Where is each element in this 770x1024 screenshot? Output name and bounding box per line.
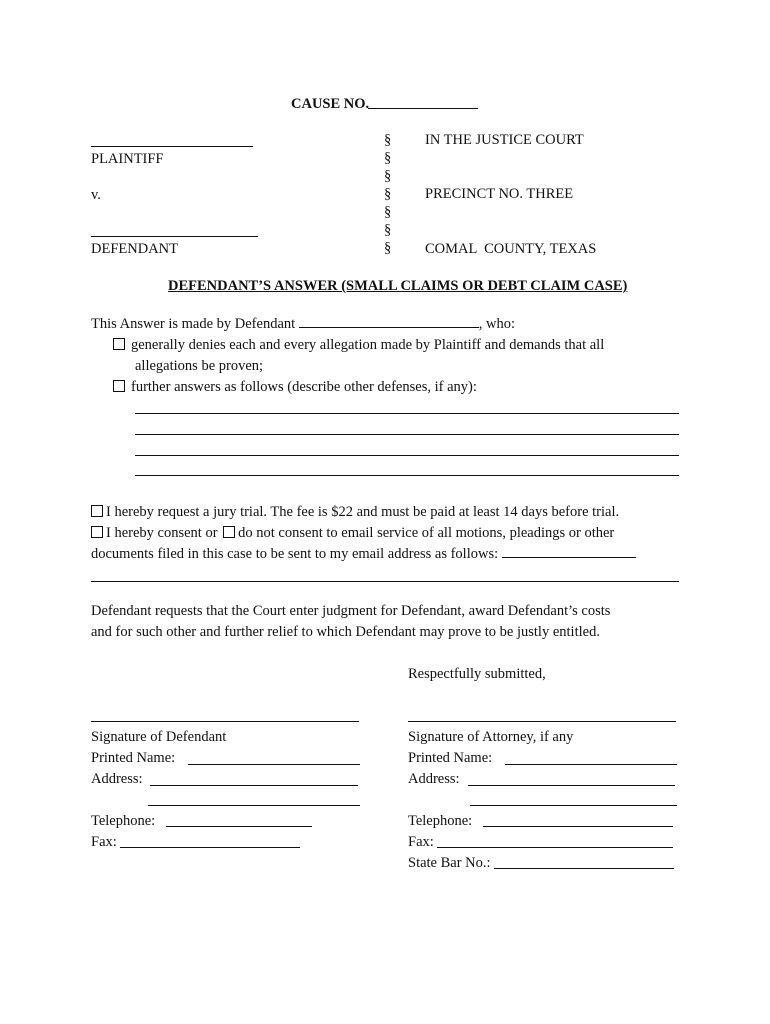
- attorney-address-field-2[interactable]: [470, 805, 677, 806]
- attorney-printed-name-field[interactable]: [505, 764, 677, 765]
- defendant-telephone-field[interactable]: [166, 826, 312, 827]
- attorney-telephone-field[interactable]: [483, 826, 673, 827]
- county-label: COMAL COUNTY, TEXAS: [425, 241, 597, 257]
- email-address-field[interactable]: [502, 545, 636, 558]
- defendant-signature-label: Signature of Defendant: [91, 729, 227, 745]
- defendant-address-label: Address:: [91, 771, 143, 787]
- defendant-answer-name-field[interactable]: [299, 315, 479, 328]
- deny-option-line2: allegations be proven;: [135, 358, 264, 374]
- attorney-signature-field[interactable]: [408, 721, 676, 722]
- defense-line-2[interactable]: [135, 434, 679, 435]
- section-symbol: §: [384, 186, 392, 202]
- consent-checkbox[interactable]: [91, 526, 103, 538]
- section-symbol: §: [384, 150, 392, 166]
- defendant-printed-name-field[interactable]: [188, 764, 360, 765]
- respectfully-submitted: Respectfully submitted,: [408, 666, 546, 682]
- further-answers-option: [113, 378, 477, 396]
- attorney-address-label: Address:: [408, 771, 460, 787]
- request-line-2: and for such other and further relief to which Defendant may prove to be justly entitled.: [91, 624, 600, 640]
- jury-checkbox[interactable]: [91, 505, 103, 517]
- cause-number-field[interactable]: [368, 108, 478, 109]
- attorney-state-bar-field[interactable]: [494, 868, 674, 869]
- jury-request: [91, 503, 619, 521]
- request-line-1: Defendant requests that the Court enter judgment for Defendant, award Defendant’s costs: [91, 603, 611, 619]
- defendant-name-field[interactable]: [91, 236, 258, 237]
- precinct-label: PRECINCT NO. THREE: [425, 186, 574, 202]
- further-answers-text: further answers as follows (describe other defenses, if any):: [131, 379, 477, 395]
- defendant-telephone-label: Telephone:: [91, 813, 156, 829]
- cause-number-label: CAUSE NO.: [291, 96, 370, 112]
- attorney-printed-name-label: Printed Name:: [408, 750, 493, 766]
- deny-option: [113, 336, 604, 354]
- defense-line-1[interactable]: [135, 413, 679, 414]
- section-symbol: §: [384, 240, 392, 256]
- attorney-fax-field[interactable]: [437, 847, 673, 848]
- defendant-label: DEFENDANT: [91, 241, 178, 257]
- section-symbol: §: [384, 132, 392, 148]
- answer-intro-text: This Answer is made by Defendant: [91, 316, 296, 332]
- defendant-fax-field[interactable]: [120, 847, 300, 848]
- email-address-field-2[interactable]: [91, 581, 679, 582]
- attorney-address-field[interactable]: [468, 785, 675, 786]
- attorney-telephone-label: Telephone:: [408, 813, 473, 829]
- defendant-address-field[interactable]: [150, 785, 358, 786]
- defense-line-4[interactable]: [135, 475, 679, 476]
- email-line-text: documents filed in this case to be sent to my email address as follows:: [91, 546, 499, 562]
- defendant-signature-field[interactable]: [91, 721, 359, 722]
- section-symbol: §: [384, 222, 392, 238]
- attorney-signature-label: Signature of Attorney, if any: [408, 729, 574, 745]
- defendant-printed-name-label: Printed Name:: [91, 750, 176, 766]
- plaintiff-label: PLAINTIFF: [91, 151, 164, 167]
- section-symbol: §: [384, 204, 392, 220]
- email-consent: [91, 524, 614, 542]
- versus-label: v.: [91, 187, 101, 203]
- not-consent-checkbox[interactable]: [223, 526, 235, 538]
- email-address-line: [91, 545, 636, 563]
- defendant-address-field-2[interactable]: [148, 805, 360, 806]
- defendant-fax-label: Fax:: [91, 834, 117, 850]
- answer-intro: [91, 315, 515, 333]
- attorney-fax-label: Fax:: [408, 834, 434, 850]
- court-label: IN THE JUSTICE COURT: [425, 132, 584, 148]
- jury-text: I hereby request a jury trial. The fee is $22 and must be paid at least 14 days before trial.: [106, 504, 620, 520]
- document-title: DEFENDANT’S ANSWER (SMALL CLAIMS OR DEBT CLAIM CASE): [168, 278, 628, 294]
- section-symbol: §: [384, 168, 392, 184]
- deny-checkbox[interactable]: [113, 338, 125, 350]
- defense-line-3[interactable]: [135, 455, 679, 456]
- attorney-state-bar-label: State Bar No.:: [408, 855, 491, 871]
- further-answers-checkbox[interactable]: [113, 380, 125, 392]
- not-consent-text: do not consent to email service of all motions, pleadings or other: [238, 525, 615, 541]
- answer-intro-who: , who:: [478, 316, 516, 332]
- plaintiff-name-field[interactable]: [91, 146, 253, 147]
- deny-option-text: generally denies each and every allegation made by Plaintiff and demands that all: [131, 337, 605, 353]
- consent-text: I hereby consent or: [106, 525, 218, 541]
